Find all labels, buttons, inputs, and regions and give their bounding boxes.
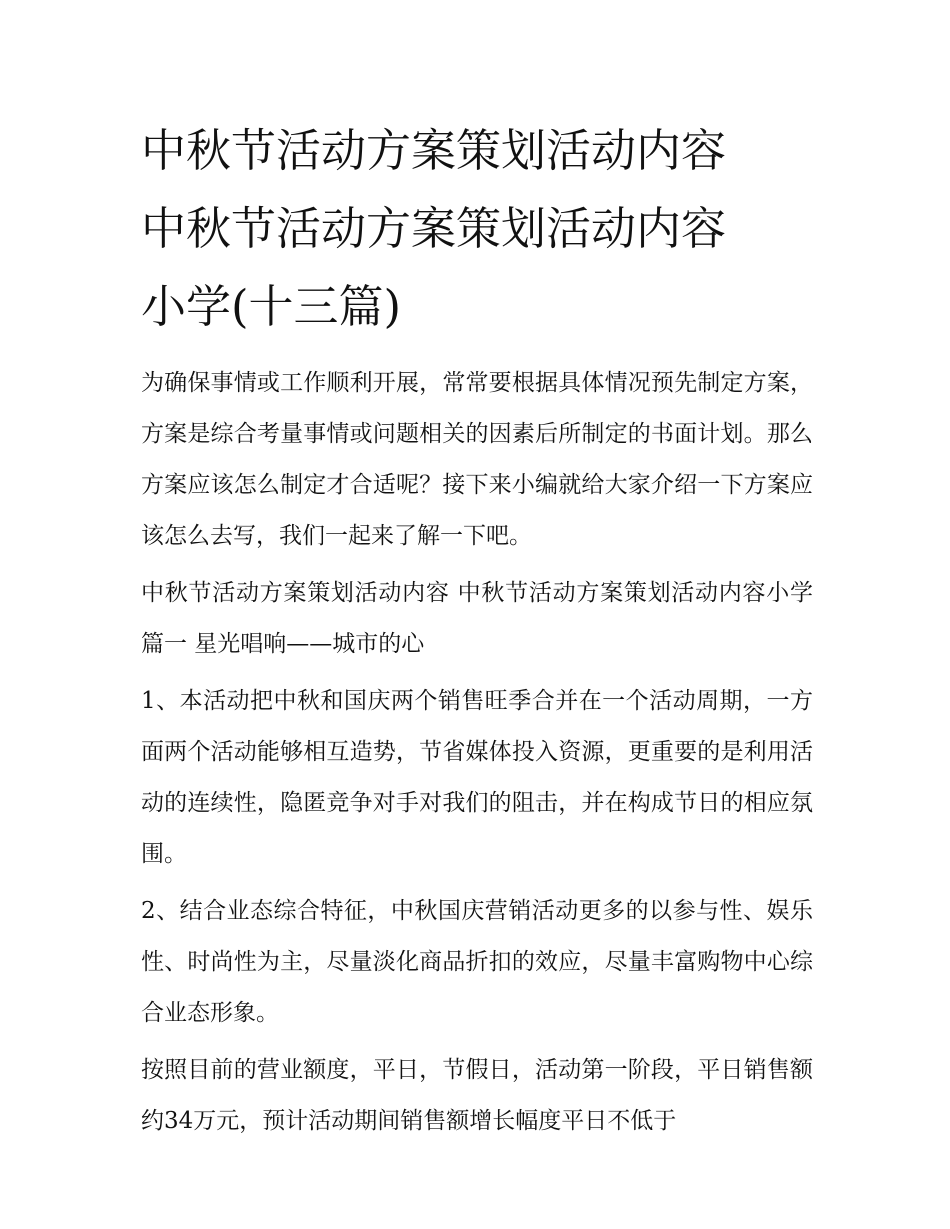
title-line-3: 小学(十三篇) [141, 280, 402, 333]
title-line-2: 中秋节活动方案策划活动内容 [141, 202, 727, 255]
intro-paragraph: 为确保事情或工作顺利开展，常常要根据具体情况预先制定方案，方案是综合考量事情或问题相关的因素后所制定的书面计划。那么方案应该怎么制定才合适呢？接下来小编就给大家介绍一下方案应该怎么去写，我们一起来了解一下吧。 [141, 370, 813, 549]
title-line-1: 中秋节活动方案策划活动内容 [141, 124, 727, 177]
document-page [141, 112, 813, 1153]
point-1-paragraph: 1、本活动把中秋和国庆两个销售旺季合并在一个活动周期，一方面两个活动能够相互造势，节省媒体投入资源，更重要的是利用活动的连续性，隐匿竞争对手对我们的阻击，并在构成节日的相应氛围。 [141, 688, 813, 867]
point-2-paragraph: 2、结合业态综合特征，中秋国庆营销活动更多的以参与性、娱乐性、时尚性为主，尽量淡化商品折扣的效应，尽量丰富购物中心综合业态形象。 [141, 898, 813, 1026]
sales-paragraph: 按照目前的营业额度，平日，节假日，活动第一阶段，平日销售额约34万元，预计活动期间销售额增长幅度平日不低于 [141, 1057, 813, 1134]
document-title [141, 112, 813, 346]
section-heading-paragraph: 中秋节活动方案策划活动内容 中秋节活动方案策划活动内容小学篇一 星光唱响——城市的心 [141, 580, 813, 657]
